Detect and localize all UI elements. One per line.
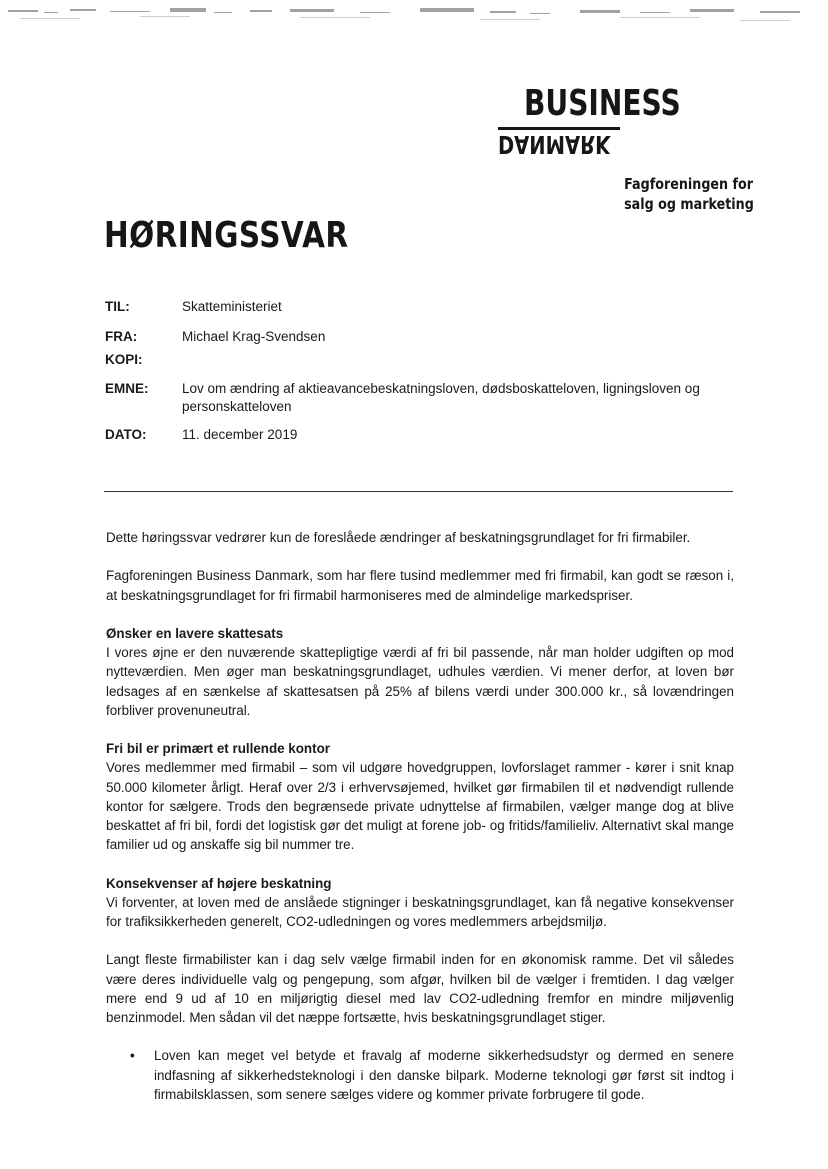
- logo-business-text: BUSINESS: [524, 83, 681, 124]
- til-value: Skatteministeriet: [182, 299, 282, 314]
- section-2-text: Vores medlemmer med firmabil – som vil udgøre hovedgruppen, lovforslaget rammer - kører i snit knap 50.000 kilometer årligt. Heraf over 2/3 i erhvervsøjemed, hvilket gør firmabilen til et nødvendigt rullende kontor for sælgere. Trods den begrænsede private udnyttelse af firmabilen, vælger mange dog at blive beskattet af fri bil, fordi det logistisk gør det muligt at forene job- og fritids/familieliv. Alternativt skal mange familier ud og anskaffe sig bil nummer tre.: [106, 760, 734, 853]
- dato-value: 11. december 2019: [182, 427, 298, 442]
- dato-label: DATO:: [105, 427, 147, 442]
- section-3: [106, 874, 734, 932]
- section-1-heading: Ønsker en lavere skattesats: [106, 625, 284, 641]
- scan-noise: [0, 0, 828, 34]
- bullet-1-text: Loven kan meget vel betyde et fravalg af moderne sikkerhedsudstyr og dermed en senere indfasning af sikkerhedsteknologi i den danske bilpark. Moderne teknologi gør først sit indtog i firmabilsklassen, som senere sælges videre og kommer private forbrugere til gode.: [154, 1048, 734, 1102]
- tagline: [600, 174, 754, 214]
- kopi-label: KOPI:: [105, 352, 143, 367]
- til-label: TIL:: [105, 299, 130, 314]
- document-title: HØRINGSSVAR: [104, 215, 349, 256]
- section-2: [106, 739, 734, 854]
- field-til: [105, 298, 745, 328]
- paragraph-last: Langt fleste firmabilister kan i dag selv vælge firmabil inden for en økonomisk ramme. Det vil således være deres individuelle valg og pengepung, som afgør, hvilken bil de vælger i fremtiden. I dag vælger mere end 9 ud af 10 en miljørigtig diesel med lav CO2-udledning fremfor en mindre miljøvenlig benzinmodel. Men sådan vil det næppe fortsætte, hvis beskatningsgrundlaget stiger.: [106, 952, 734, 1025]
- fra-label: FRA:: [105, 329, 138, 344]
- field-kopi: [105, 351, 745, 380]
- emne-value: Lov om ændring af aktieavancebeskatningsloven, dødsboskatteloven, ligningsloven og personskatteloven: [182, 381, 700, 414]
- logo-danmark-text: DANMARK: [498, 130, 611, 159]
- document-body: [106, 528, 734, 1123]
- section-1-text: I vores øjne er den nuværende skattepligtige værdi af fri bil passende, når man holder udgiften op mod nytteværdien. Men øger man beskatningsgrundlaget, udhules værdien. Vi mener derfor, at loven bør ledsages af en sænkelse af skattesatsen på 25% af bilens værdi under 300.000 kr., så lovændringen forbliver provenuneutral.: [106, 645, 734, 718]
- section-2-heading: Fri bil er primært et rullende kontor: [106, 741, 330, 757]
- header-fields: [105, 298, 745, 446]
- field-dato: [105, 426, 745, 446]
- paragraph-2: Fagforeningen Business Danmark, som har flere tusind medlemmer med fri firmabil, kan godt se ræson i, at beskatningsgrundlaget for fri firmabil harmoniseres med de almindelige markedspriser.: [106, 568, 734, 603]
- field-fra: [105, 328, 745, 351]
- emne-label: EMNE:: [105, 381, 149, 396]
- section-1: [106, 624, 734, 720]
- tagline-line-2: salg og marketing: [624, 195, 754, 213]
- intro-paragraph: Dette høringssvar vedrører kun de foreslåede ændringer af beskatningsgrundlaget for fri firmabiler.: [106, 530, 691, 545]
- tagline-line-1: Fagforeningen for: [624, 175, 754, 193]
- fra-value: Michael Krag-Svendsen: [182, 329, 326, 344]
- section-3-heading: Konsekvenser af højere beskatning: [106, 875, 332, 891]
- field-emne: [105, 380, 745, 426]
- bullet-item: [106, 1046, 734, 1104]
- bullet-dot-icon: •: [130, 1048, 135, 1064]
- header-divider: [104, 491, 733, 492]
- section-3-text: Vi forventer, at loven med de anslåede stigninger i beskatningsgrundlaget, kan få negative konsekvenser for trafiksikkerheden generelt, CO2-udledningen og vores medlemmers arbejdsmiljø.: [106, 894, 734, 929]
